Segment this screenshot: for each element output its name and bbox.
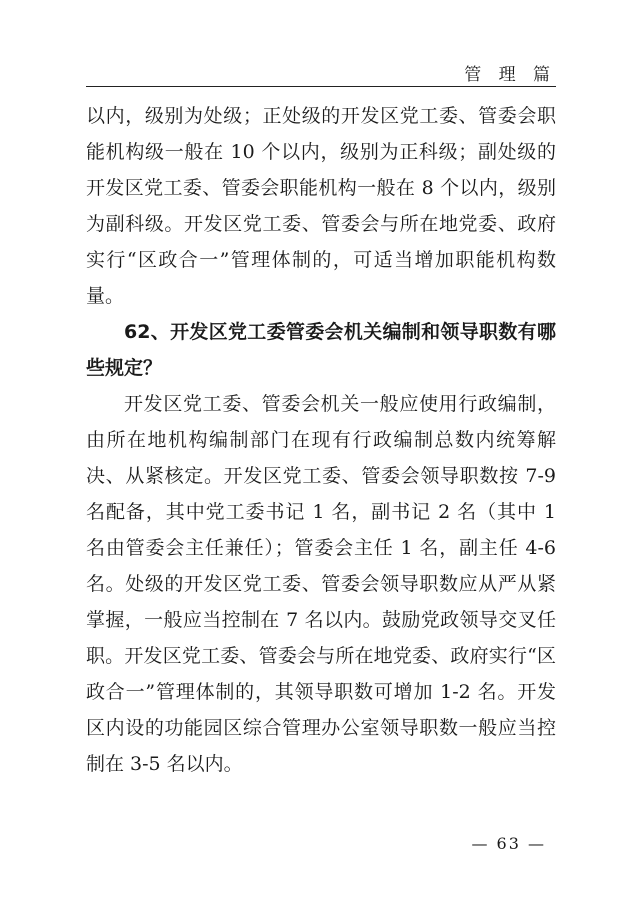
- header-rule: [86, 86, 556, 87]
- question-heading: 62、开发区党工委管委会机关编制和领导职数有哪些规定？: [86, 321, 556, 379]
- continued-paragraph: 以内，级别为处级；正处级的开发区党工委、管委会职能机构级一般在 10 个以内，级别为正科级；副处级的开发区党工委、管委会职能机构一般在 8 个以内，级别为副科级。开发区党工委、管委会与所在地党委、政府实行“区政合一”管理体制的，可适当增加职能机构数量。: [86, 105, 556, 307]
- page-body: [86, 98, 556, 782]
- section-title: 管 理 篇: [464, 65, 556, 85]
- answer-paragraph: 开发区党工委、管委会机关一般应使用行政编制，由所在地机构编制部门在现有行政编制总数内统筹解决、从紧核定。开发区党工委、管委会领导职数按 7-9 名配备，其中党工委书记 1 名，副书记 2 名（其中 1 名由管委会主任兼任）；管委会主任 1 名，副主任 4-6 名。处级的开发区党工委、管委会领导职数应从严从紧掌握，一般应当控制在 7 名以内。鼓励党政领导交叉任职。开发区党工委、管委会与所在地党委、政府实行“区政合一”管理体制的，其领导职数可增加 1-2 名。开发区内设的功能园区综合管理办公室领导职数一般应当控制在 3-5 名以内。: [86, 393, 556, 775]
- page-number: — 63 —: [471, 834, 546, 853]
